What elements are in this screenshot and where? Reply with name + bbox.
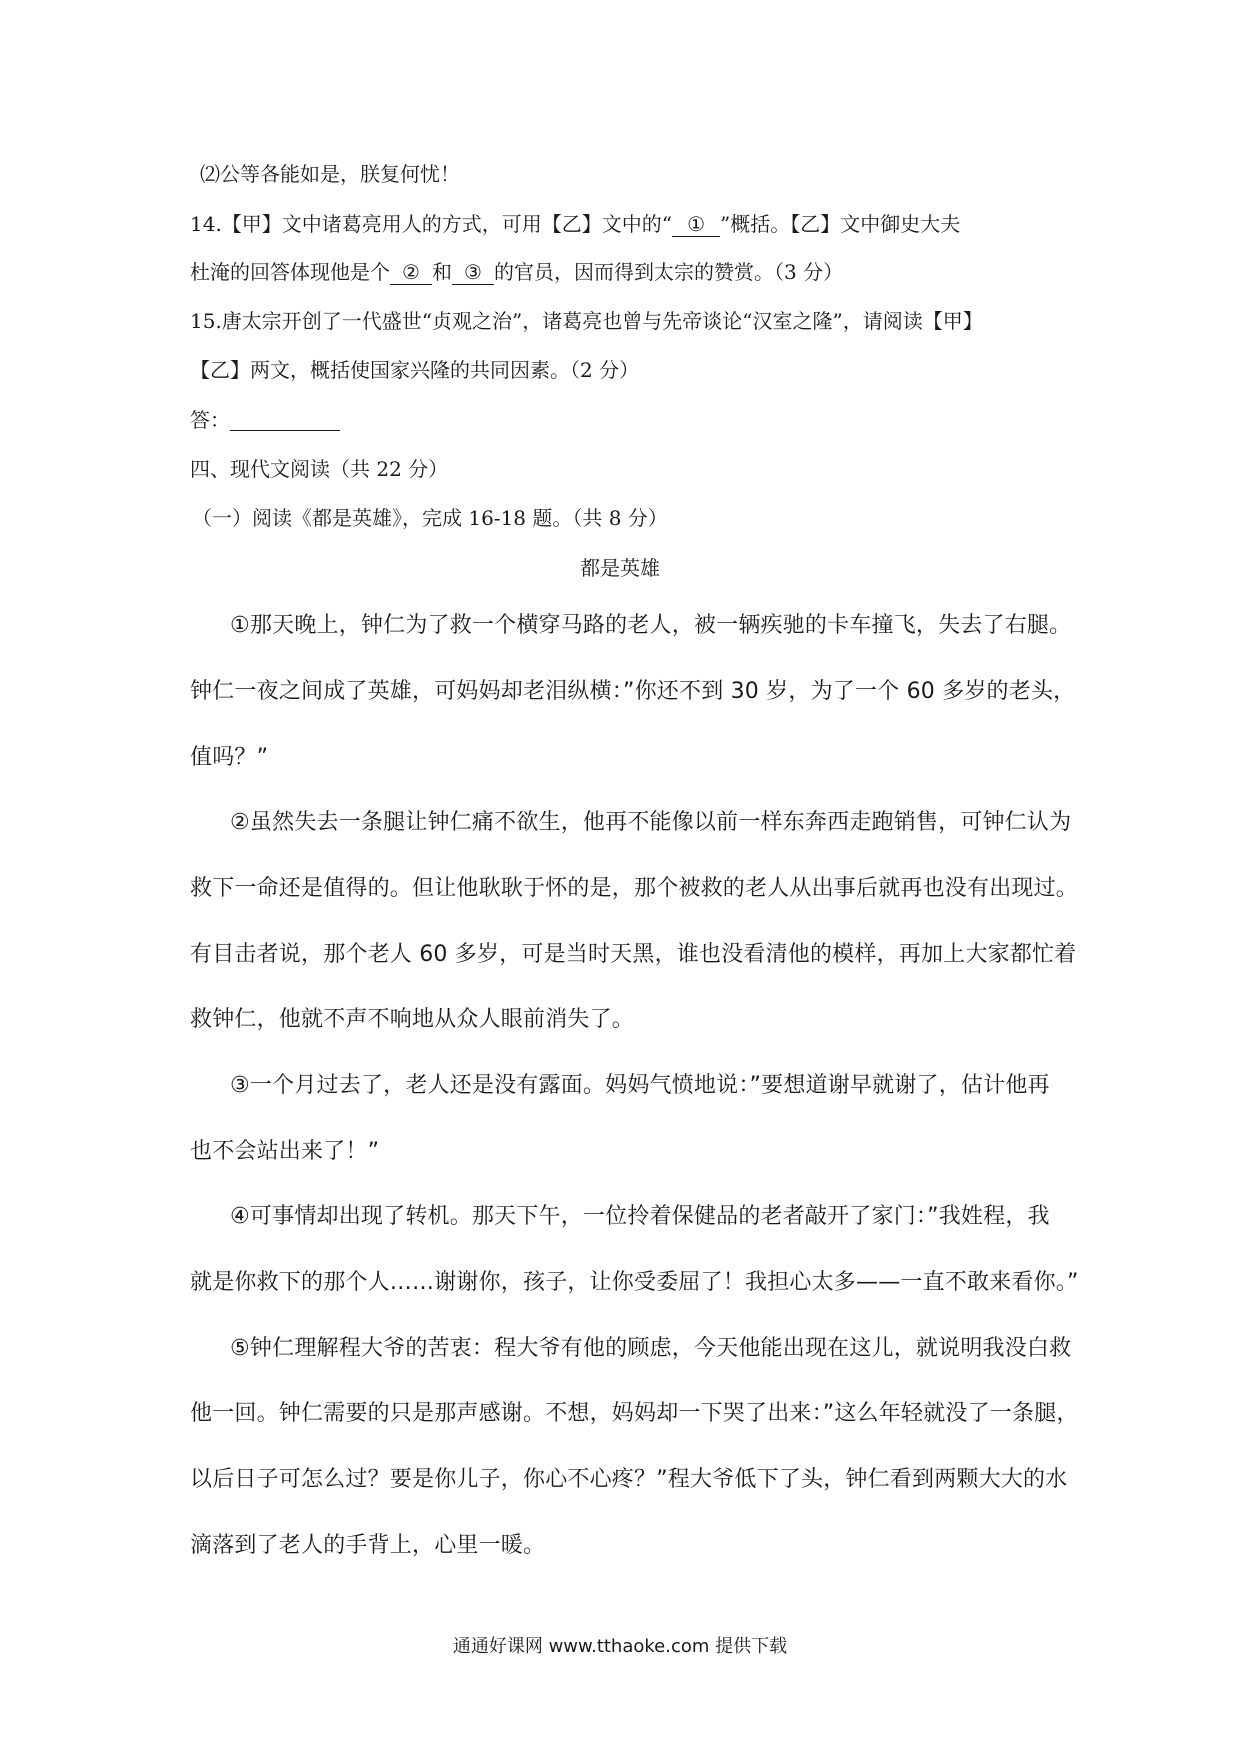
story-line: 救下一命还是值得的。但让他耿耿于怀的是，那个被救的老人从出事后就再也没有出现过。 bbox=[190, 876, 1079, 901]
story-line: 钟仁一夜之间成了英雄，可妈妈却老泪纵横：”你还不到 30 岁，为了一个 60 多岁的老头， bbox=[190, 679, 1076, 704]
story-line: 值吗？” bbox=[190, 745, 269, 770]
story-line: ④可事情却出现了转机。那天下午，一位拎着保健品的老者敲开了家门：”我姓程，我 bbox=[230, 1204, 1050, 1229]
q14-blank2: ② bbox=[390, 260, 432, 285]
story-line: 就是你救下的那个人……谢谢你，孩子，让你受委屈了！我担心太多——一直不敢来看你。” bbox=[190, 1270, 1079, 1295]
story-line: 滴落到了老人的手背上，心里一暖。 bbox=[190, 1533, 546, 1558]
page-footer: 通通好课网 www.tthaoke.com 提供下载 bbox=[452, 1636, 788, 1657]
q15-answer-line bbox=[190, 406, 340, 434]
subsection1-heading: （一）阅读《都是英雄》，完成 16-18 题。（共 8 分） bbox=[192, 506, 668, 530]
story-line: ⑤钟仁理解程大爷的苦衷：程大爷有他的顾虑，今天他能出现在这儿，就说明我没白救 bbox=[230, 1336, 1072, 1361]
q15-line1: 15.唐太宗开创了一代盛世“贞观之治”，诸葛亮也曾与先帝谈论“汉室之隆”，请阅读【甲】 bbox=[190, 309, 983, 333]
story-line: 有目击者说，那个老人 60 多岁，可是当时天黑，谁也没看清他的模样，再加上大家都忙着 bbox=[190, 942, 1077, 967]
story-line: ①那天晚上，钟仁为了救一个横穿马路的老人，被一辆疾驰的卡车撞飞，失去了右腿。 bbox=[230, 613, 1072, 638]
q15-answer-label: 答： bbox=[190, 408, 230, 432]
q15-line2: 【乙】两文，概括使国家兴隆的共同因素。（2 分） bbox=[190, 358, 640, 382]
story-line: 他一回。钟仁需要的只是那声感谢。不想，妈妈却一下哭了出来：”这么年轻就没了一条腿， bbox=[190, 1401, 1079, 1426]
story-title: 都是英雄 bbox=[580, 556, 660, 580]
q14-mid2: 和 bbox=[432, 260, 452, 284]
q14-line2-prefix: 杜淹的回答体现他是个 bbox=[190, 260, 390, 284]
q15-answer-blank bbox=[230, 408, 340, 431]
q14-blank3: ③ bbox=[452, 260, 494, 285]
q14-mid1: ”概括。【乙】文中御史大夫 bbox=[720, 212, 961, 236]
q14-blank1: ① bbox=[672, 212, 720, 237]
q13-sub2-line: ⑵公等各能如是，朕复何忧！ bbox=[200, 162, 460, 186]
story-line: ②虽然失去一条腿让钟仁痛不欲生，他再不能像以前一样东奔西走跑销售，可钟仁认为 bbox=[230, 810, 1072, 835]
story-line: ③一个月过去了，老人还是没有露面。妈妈气愤地说：”要想道谢早就谢了，估计他再 bbox=[230, 1073, 1050, 1098]
q14-line2-suffix: 的官员，因而得到太宗的赞赏。（3 分） bbox=[494, 260, 844, 284]
story-line: 以后日子可怎么过？要是你儿子，你心不心疼？”程大爷低下了头，钟仁看到两颗大大的水 bbox=[190, 1467, 1068, 1492]
section4-heading: 四、现代文阅读（共 22 分） bbox=[190, 457, 449, 481]
story-line: 也不会站出来了！” bbox=[190, 1139, 380, 1164]
story-line: 救钟仁，他就不声不响地从众人眼前消失了。 bbox=[190, 1007, 635, 1032]
q14-line2 bbox=[190, 258, 843, 286]
q14-prefix: 14.【甲】文中诸葛亮用人的方式，可用【乙】文中的“ bbox=[190, 212, 673, 236]
q14-line1 bbox=[190, 210, 960, 238]
